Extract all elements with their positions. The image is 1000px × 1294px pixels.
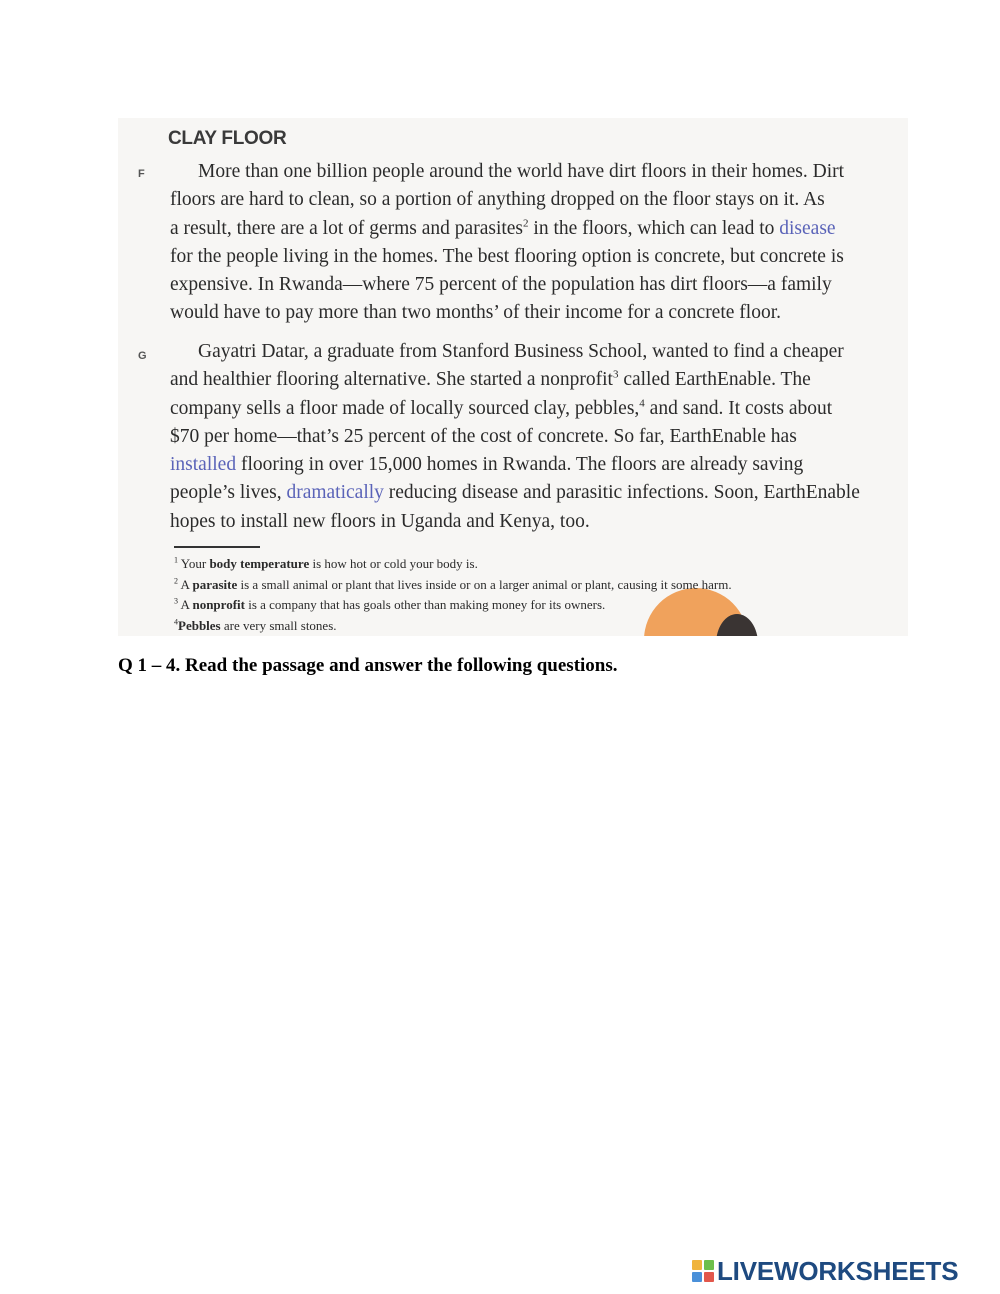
footnote-1: $^1$ Your body temperature is how hot or cold your body is.: [174, 555, 478, 571]
logo-mark-cell-l: [692, 1260, 702, 1270]
paragraph-f-line-4: for the people living in the homes. The best flooring option is concrete, but concrete is: [170, 245, 844, 267]
logo-mark-cell-v: [692, 1272, 702, 1282]
footnote-3: $^3$ A nonprofit is a company that has goals other than making money for its owners.: [174, 596, 606, 612]
paragraph-f-line-2: floors are hard to clean, so a portion of anything dropped on the floor stays on it. As: [170, 189, 825, 211]
liveworksheets-logo-icon: [692, 1260, 714, 1282]
paragraph-g-line-1: Gayatri Datar, a graduate from Stanford Business School, wanted to find a cheaper: [198, 341, 844, 362]
logo-mark-cell-e: [704, 1272, 714, 1282]
paragraph-f-line-1: More than one billion people around the world have dirt floors in their homes. Dirt: [198, 161, 845, 182]
vocab-word-installed: installed: [170, 454, 237, 476]
paragraph-f-line-6: would have to pay more than two months’ of their income for a concrete floor.: [170, 302, 781, 324]
passage-scan: [118, 118, 908, 636]
paragraph-letter-f: F: [138, 168, 145, 180]
paragraph-f: [170, 158, 870, 328]
paragraph-f-line-3: a result, there are a lot of germs and parasites$^2$ in the floors, which can lead to disease: [170, 217, 836, 239]
paragraph-f-line-5: expensive. In Rwanda—where 75 percent of the population has dirt floors—a family: [170, 274, 832, 296]
question-instruction: Q 1 – 4. Read the passage and answer the following questions.: [118, 655, 618, 676]
paragraph-g-line-7: hopes to install new floors in Uganda and Kenya, too.: [170, 510, 590, 532]
paragraph-g-line-2: and healthier flooring alternative. She started a nonprofit$^3$ called EarthEnable. The: [170, 368, 811, 391]
paragraph-g-line-5: installed flooring in over 15,000 homes in Rwanda. The floors are already saving: [170, 454, 804, 476]
footnotes: [174, 554, 854, 636]
paragraph-g-line-4: $70 per home—that’s 25 percent of the cost of concrete. So far, EarthEnable has: [170, 425, 797, 447]
vocab-word-dramatically: dramatically: [286, 482, 384, 504]
liveworksheets-logo-text: LIVEWORKSHEETS: [717, 1255, 959, 1286]
paragraph-g-line-6: people’s lives, dramatically reducing disease and parasitic infections. Soon, EarthEnable: [170, 482, 860, 504]
footnote-2: $^2$ A parasite is a small animal or plant that lives inside or on a larger animal or plant, causing it some harm.: [174, 576, 732, 592]
passage-heading: CLAY FLOOR: [168, 128, 287, 149]
vocab-word-disease: disease: [779, 217, 836, 239]
liveworksheets-logo: [692, 1257, 958, 1285]
footnote-4: $^4$Pebbles are very small stones.: [174, 617, 337, 633]
footnote-divider: [174, 546, 260, 548]
footnote-ref-4: 4: [639, 397, 645, 410]
footnote-ref-2: 2: [523, 217, 529, 230]
footnote-ref-3: 3: [612, 368, 619, 381]
logo-mark-cell-i: [704, 1260, 714, 1270]
paragraph-g-line-3: company sells a floor made of locally sourced clay, pebbles,$^4$ and sand. It costs about: [170, 397, 833, 419]
paragraph-g: [170, 338, 870, 536]
paragraph-letter-g: G: [138, 350, 147, 362]
